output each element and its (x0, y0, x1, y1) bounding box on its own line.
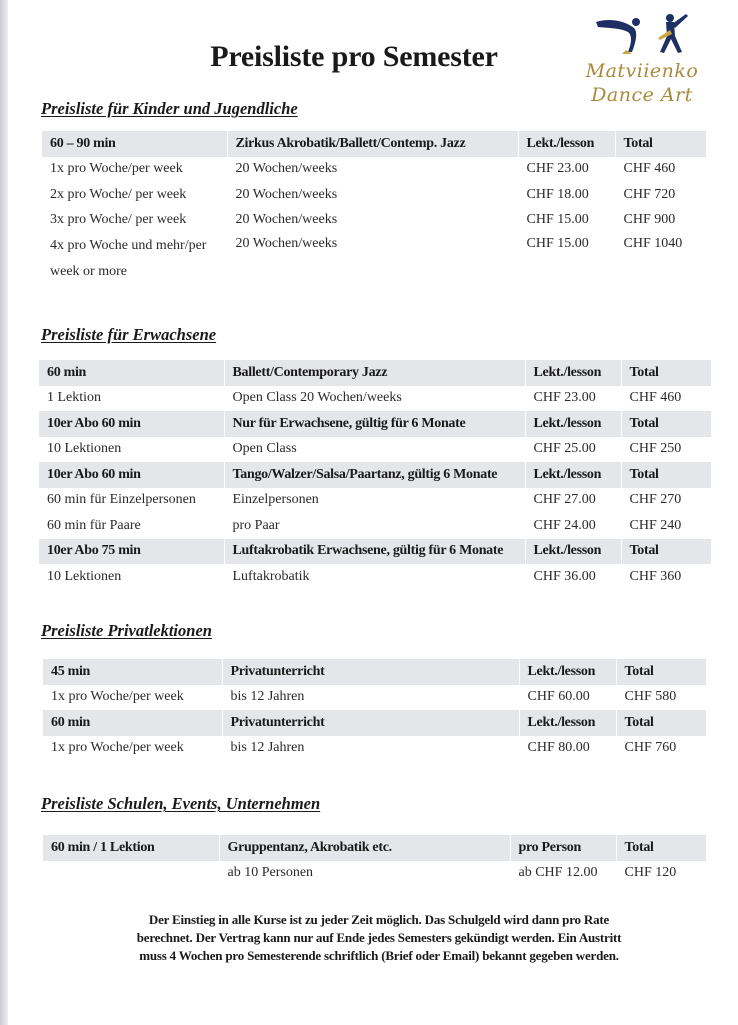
table-cell: 45 min (43, 659, 222, 685)
table-cell: CHF 120 (616, 861, 706, 887)
table-cell: 1x pro Woche/per week (42, 157, 227, 183)
table-cell: 20 Wochen/weeks (227, 157, 518, 183)
table-cell: CHF 1040 (615, 233, 706, 285)
table-cell: 20 Wochen/weeks (227, 182, 518, 208)
table-row (42, 233, 706, 285)
table-cell: Nur für Erwachsene, gültig für 6 Monate (224, 411, 525, 437)
table-cell (43, 861, 219, 887)
table-header-row (39, 539, 711, 565)
table-cell: Privatunterricht (222, 710, 519, 736)
table-cell: pro Paar (224, 513, 525, 539)
table-cell: CHF 27.00 (525, 488, 621, 514)
footer-note (70, 911, 688, 965)
table-header-row (43, 659, 706, 685)
table-cell: 60 min für Paare (39, 513, 224, 539)
table-cell: Lekt./lesson (525, 539, 621, 565)
table-cell: 20 Wochen/weeks (227, 233, 518, 285)
table-row (39, 488, 711, 514)
table-cell: 60 min (39, 360, 224, 386)
table-cell: 60 min (43, 710, 222, 736)
table-cell: Total (621, 539, 711, 565)
table-cell: 10er Abo 60 min (39, 462, 224, 488)
table-cell: 10 Lektionen (39, 564, 224, 590)
table-cell: CHF 460 (615, 157, 706, 183)
table-cell: CHF 240 (621, 513, 711, 539)
table-cell: bis 12 Jahren (222, 685, 519, 711)
table-cell: Lekt./lesson (519, 710, 616, 736)
table-cell: 60 – 90 min (42, 131, 227, 157)
page-title: Preisliste pro Semester (210, 40, 498, 73)
table-cell: CHF 23.00 (525, 386, 621, 412)
section-title-erwachsene: Preisliste für Erwachsene (41, 325, 217, 344)
table-row (39, 564, 711, 590)
table-cell: Lekt./lesson (525, 411, 621, 437)
footer-line: Der Einstieg in alle Kurse ist zu jeder Zeit möglich. Das Schulgeld wird dann pro Rate (148, 912, 610, 927)
table-cell: CHF 720 (615, 182, 706, 208)
table-cell: CHF 900 (615, 208, 706, 234)
table-cell: 10 Lektionen (39, 437, 224, 463)
table-cell: Lekt./lesson (525, 462, 621, 488)
table-cell: 2x pro Woche/ per week (42, 182, 227, 208)
table-cell: CHF 60.00 (519, 685, 616, 711)
table-cell: CHF 23.00 (518, 157, 615, 183)
table-cell: CHF 18.00 (518, 182, 615, 208)
table-cell: Total (621, 411, 711, 437)
table-row (39, 386, 711, 412)
table-cell: CHF 270 (621, 488, 711, 514)
price-table-erwachsene (39, 360, 712, 590)
table-cell: Total (621, 462, 711, 488)
section-title-privatlektionen: Preisliste Privatlektionen (41, 621, 212, 640)
table-cell: ab CHF 12.00 (510, 861, 616, 887)
table-row (43, 736, 706, 762)
table-cell: 60 min / 1 Lektion (43, 835, 219, 861)
table-row (42, 157, 706, 183)
price-table-kinder (42, 131, 707, 285)
price-table-schulen (43, 835, 707, 886)
table-cell: Luftakrobatik (224, 564, 525, 590)
table-header-row (43, 835, 706, 861)
table-cell: CHF 24.00 (525, 513, 621, 539)
table-cell: 60 min für Einzelpersonen (39, 488, 224, 514)
logo-text-matviienko: Matviienko (585, 60, 699, 82)
table-cell: CHF 250 (621, 437, 711, 463)
table-cell: Total (616, 835, 706, 861)
table-row (42, 182, 706, 208)
table-row (39, 513, 711, 539)
table-cell: Luftakrobatik Erwachsene, gültig für 6 Monate (224, 539, 525, 565)
table-cell: Lekt./lesson (519, 659, 616, 685)
logo (578, 8, 706, 108)
footer-line: muss 4 Wochen pro Semesterende schriftlich (Brief oder Email) bekannt gegeben werden. (139, 948, 619, 963)
logo-text-dance-art: Dance Art (591, 84, 693, 106)
table-row (39, 437, 711, 463)
price-table-privatlektionen (43, 659, 707, 761)
table-cell: CHF 580 (616, 685, 706, 711)
table-cell: CHF 15.00 (518, 233, 615, 285)
table-cell: Open Class 20 Wochen/weeks (224, 386, 525, 412)
table-row (43, 685, 706, 711)
table-cell: Einzelpersonen (224, 488, 525, 514)
table-cell: Lekt./lesson (518, 131, 615, 157)
table-cell: Lekt./lesson (525, 360, 621, 386)
table-cell: CHF 760 (616, 736, 706, 762)
table-row (43, 861, 706, 887)
table-cell: 10er Abo 75 min (39, 539, 224, 565)
footer-line: berechnet. Der Vertrag kann nur auf Ende jedes Semesters gekündigt werden. Ein Austritt (136, 930, 622, 945)
section-title-schulen: Preisliste Schulen, Events, Unternehmen (41, 794, 321, 813)
table-cell: CHF 80.00 (519, 736, 616, 762)
table-cell: CHF 25.00 (525, 437, 621, 463)
table-cell: CHF 36.00 (525, 564, 621, 590)
table-cell: 10er Abo 60 min (39, 411, 224, 437)
table-header-row (43, 710, 706, 736)
table-cell: 1x pro Woche/per week (43, 736, 222, 762)
table-cell: Total (616, 659, 706, 685)
table-row (42, 208, 706, 234)
table-cell: 3x pro Woche/ per week (42, 208, 227, 234)
table-cell: pro Person (510, 835, 616, 861)
table-cell: 20 Wochen/weeks (227, 208, 518, 234)
table-cell: Open Class (224, 437, 525, 463)
table-cell: Total (615, 131, 706, 157)
table-cell: 1 Lektion (39, 386, 224, 412)
table-cell: CHF 360 (621, 564, 711, 590)
table-header-row (39, 462, 711, 488)
table-cell: CHF 15.00 (518, 208, 615, 234)
table-cell: 4x pro Woche und mehr/per week or more (42, 233, 227, 285)
table-header-row (39, 411, 711, 437)
table-cell: ab 10 Personen (219, 861, 510, 887)
table-cell: Ballett/Contemporary Jazz (224, 360, 525, 386)
table-header-row (39, 360, 711, 386)
table-cell: 1x pro Woche/per week (43, 685, 222, 711)
table-cell: CHF 460 (621, 386, 711, 412)
table-header-row (42, 131, 706, 157)
table-cell: Total (616, 710, 706, 736)
table-cell: Privatunterricht (222, 659, 519, 685)
table-cell: Gruppentanz, Akrobatik etc. (219, 835, 510, 861)
table-cell: bis 12 Jahren (222, 736, 519, 762)
page-edge-shadow (0, 0, 8, 1025)
section-title-kinder: Preisliste für Kinder und Jugendliche (41, 99, 298, 118)
table-cell: Zirkus Akrobatik/Ballett/Contemp. Jazz (227, 131, 518, 157)
dancers-silhouette-icon (578, 8, 706, 60)
table-cell: Tango/Walzer/Salsa/Paartanz, gültig 6 Monate (224, 462, 525, 488)
table-cell: Total (621, 360, 711, 386)
